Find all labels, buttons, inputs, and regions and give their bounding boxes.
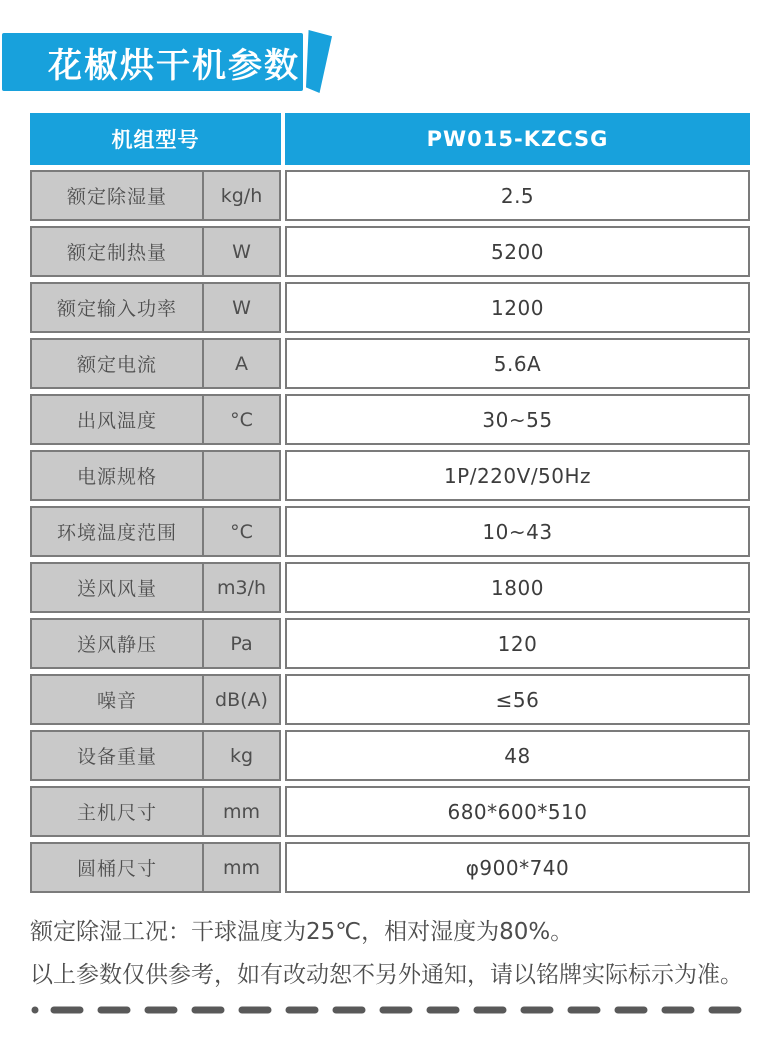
spec-row-left-cell	[30, 338, 281, 389]
spec-row-left-cell	[30, 730, 281, 781]
spec-name-cell: 送风静压	[76, 634, 157, 656]
spec-value-cell: 10~43	[285, 506, 750, 557]
spec-name-cell: 设备重量	[76, 746, 157, 768]
spec-name-cell: 电源规格	[76, 466, 157, 488]
banner-tail-decoration	[306, 30, 332, 93]
spec-unit-cell: °C	[202, 508, 279, 555]
spec-name-cell: 主机尺寸	[76, 802, 157, 824]
spec-unit-cell: dB(A)	[202, 676, 279, 723]
spec-unit-cell: Pa	[202, 620, 279, 667]
spec-name-cell: 额定输入功率	[56, 298, 177, 320]
spec-value-cell: 30~55	[285, 394, 750, 445]
spec-value-cell: 48	[285, 730, 750, 781]
spec-value-cell: 120	[285, 618, 750, 669]
spec-name-cell: 出风温度	[76, 410, 157, 432]
note-disclaimer: 以上参数仅供参考，如有改动恕不另外通知，请以铭牌实际标示为准。	[30, 962, 743, 988]
spec-name-cell: 噪音	[96, 690, 137, 712]
spec-value-cell: 1P/220V/50Hz	[285, 450, 750, 501]
page-title: 花椒烘干机参数	[48, 45, 300, 86]
spec-value-cell: 680*600*510	[285, 786, 750, 837]
spec-name-cell: 额定电流	[76, 354, 157, 376]
spec-unit-cell: kg	[202, 732, 279, 779]
dashed-divider	[30, 1000, 750, 1010]
spec-unit-cell: W	[202, 284, 279, 331]
spec-value-cell: 5.6A	[285, 338, 750, 389]
table-header-model-label: 机组型号	[30, 113, 281, 165]
spec-name-cell: 圆桶尺寸	[76, 858, 157, 880]
spec-value-cell: 1800	[285, 562, 750, 613]
spec-unit-cell: m3/h	[202, 564, 279, 611]
spec-row-left-cell	[30, 786, 281, 837]
spec-value-cell: 5200	[285, 226, 750, 277]
spec-unit-cell: mm	[202, 788, 279, 835]
spec-value-cell: 2.5	[285, 170, 750, 221]
spec-row-left-cell	[30, 170, 281, 221]
dashed-line-graphic	[30, 1005, 750, 1015]
spec-unit-cell: kg/h	[202, 172, 279, 219]
spec-name-cell: 额定除湿量	[66, 186, 167, 208]
spec-row-left-cell	[30, 450, 281, 501]
spec-row-left-cell	[30, 394, 281, 445]
spec-name-cell: 环境温度范围	[56, 522, 177, 544]
spec-row-left-cell	[30, 226, 281, 277]
spec-row-left-cell	[30, 674, 281, 725]
spec-value-cell: 1200	[285, 282, 750, 333]
footer-notes	[30, 918, 770, 1004]
spec-unit-cell	[202, 452, 279, 499]
spec-unit-cell: °C	[202, 396, 279, 443]
spec-value-cell: φ900*740	[285, 842, 750, 893]
spec-value-cell: ≤56	[285, 674, 750, 725]
spec-row-left-cell	[30, 562, 281, 613]
table-header-model-value: PW015-KZCSG	[285, 113, 750, 165]
spec-unit-cell: A	[202, 340, 279, 387]
note-test-conditions: 额定除湿工况：干球温度为25℃，相对湿度为80%。	[30, 919, 574, 945]
spec-row-left-cell	[30, 282, 281, 333]
spec-row-left-cell	[30, 506, 281, 557]
spec-name-cell: 送风风量	[76, 578, 157, 600]
spec-row-left-cell	[30, 618, 281, 669]
spec-name-cell: 额定制热量	[66, 242, 167, 264]
page-title-banner	[2, 33, 303, 91]
spec-row-left-cell	[30, 842, 281, 893]
spec-unit-cell: mm	[202, 844, 279, 891]
spec-table	[30, 113, 750, 893]
spec-unit-cell: W	[202, 228, 279, 275]
